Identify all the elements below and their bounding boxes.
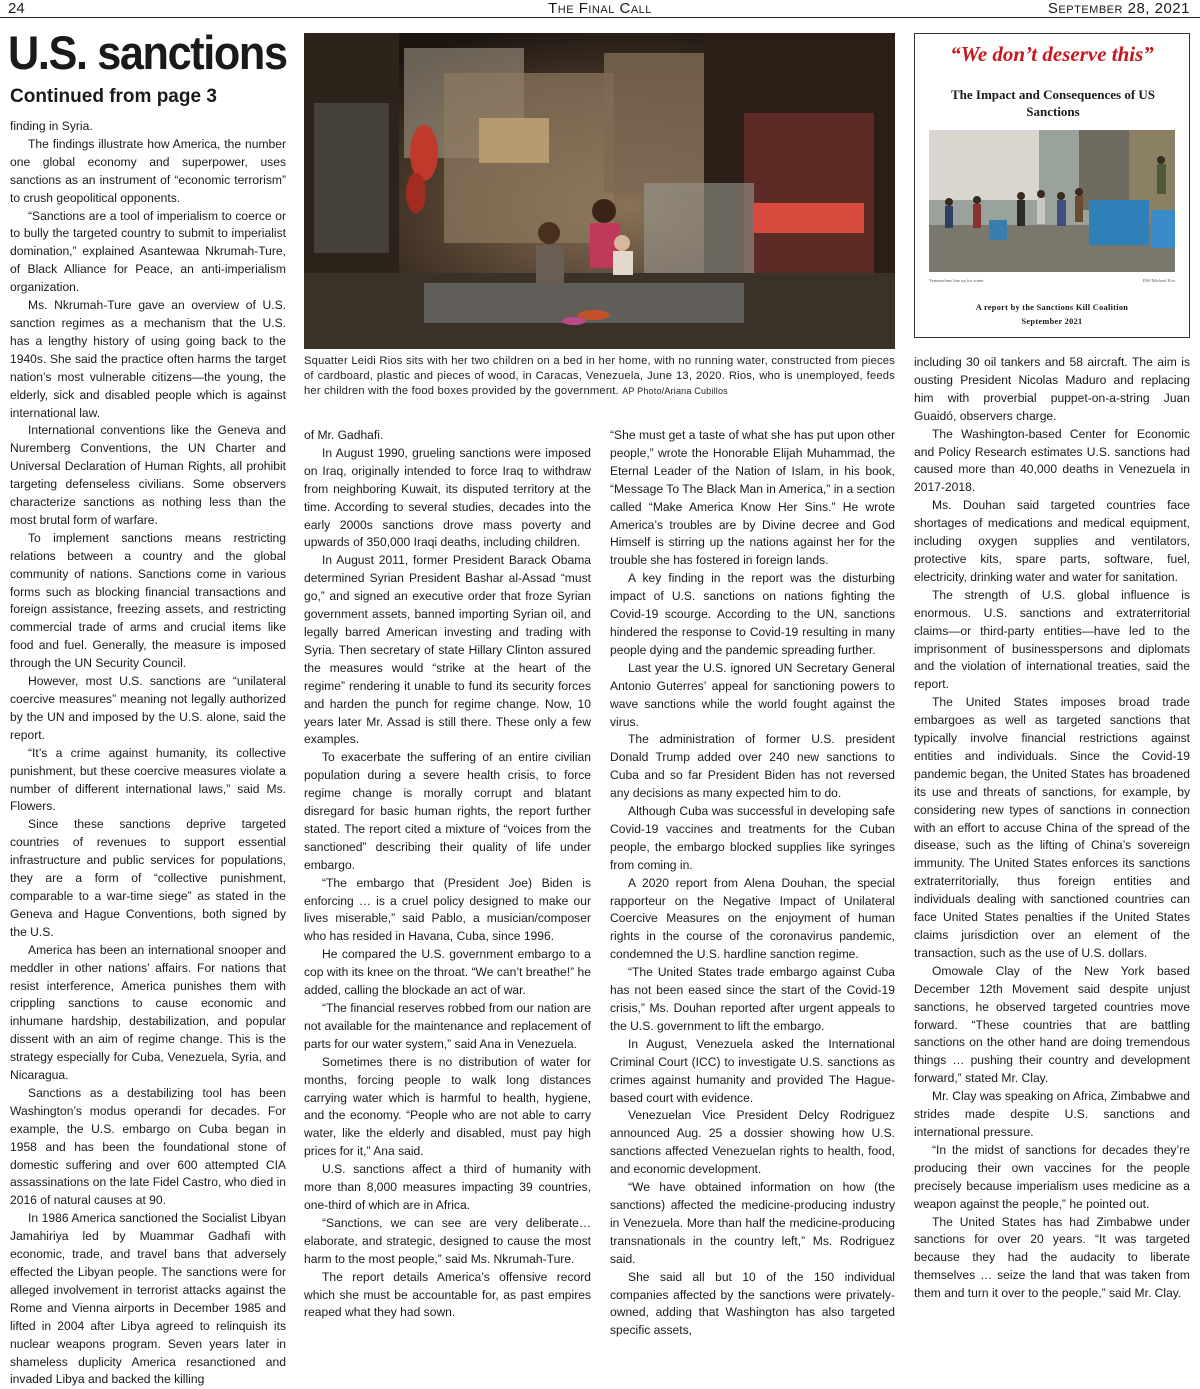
paragraph: In August, Venezuela asked the International Criminal Court (ICC) to investigate U.S. sanctions as crimes against humanity and provided The Hague-based court with evidence.	[610, 1036, 895, 1105]
report-photo-illustration	[929, 130, 1175, 272]
paragraph: Ms. Nkrumah-Ture gave an overview of U.S. sanction regimes as a mechanism that the U.S. has a lengthy history of using going back to the 1940s. She said the practice often harms the target nation’s most vulnerable citizens—the young, the elderly, sick and disabled people which is against international law.	[10, 298, 286, 420]
photo-caption	[304, 354, 895, 399]
paragraph: However, most U.S. sanctions are “unilateral coercive measures” meaning not legally authorized by the UN and imposed by the U.S. alone, said the report.	[10, 674, 286, 742]
paragraph: In August 1990, grueling sanctions were imposed on Iraq, originally intended to force Iraq to withdraw from neighboring Kuwait, its disputed territory at the time. According to several studies, decades into the early 2000s sanctions drove mass poverty and upwards of 350,000 Iraqi deaths, including children.	[304, 445, 591, 550]
paragraph: To implement sanctions means restricting relations between a country and the global community of nations. Sanctions come in various forms such as blocking financial transactions and foreign assistance, freezing assets, and restricting commercial trade of arms and crucial items like food and fuel. Generally, the measure is imposed through the UN Security Council.	[10, 530, 286, 671]
photo-illustration	[304, 33, 895, 349]
report-photo-credit: DW/Michael Fox	[1142, 278, 1175, 283]
paragraph: International conventions like the Geneva and Nuremberg Conventions, the UN Charter and Universal Declaration of Human Rights, all prohibit targeting defenseless civilians. Some observers characterize sanctions as nothing less than the most brutal form of warfare.	[10, 423, 286, 527]
paragraph: Although Cuba was successful in developing safe Covid-19 vaccines and treatments for the Cuban people, the embargo blocked supplies like syringes from coming in.	[610, 804, 895, 872]
paragraph: A 2020 report from Alena Douhan, the special rapporteur on the Negative Impact of Unilateral Coercive Measures on the enjoyment of human rights in the course of the coronavirus pandemic, condemned the U.S. hardline sanction regime.	[610, 875, 895, 962]
paragraph: America has been an international snooper and meddler in other nations’ affairs. For nations that resist interference, America punishes them with crippling sanctions to cause economic and inhumane hardship, destabilization, and popular dissent with an aim of regime change. This is the strategy especially for Cuba, Venezuela, Syria, and Nicaragua.	[10, 942, 286, 1083]
paragraph: including 30 oil tankers and 58 aircraft. The aim is ousting President Nicolas Maduro and replacing him with proverbial puppet-on-a-string Juan Guaidó, observers charge.	[914, 355, 1190, 423]
paragraph: She said all but 10 of the 150 individual companies affected by the sanctions were privately-owned, adding that Washington has also targeted specific assets,	[610, 1269, 895, 1338]
paragraph: Omowale Clay of the New York based December 12th Movement said despite unjust sanctions, he observed targeted countries move forward. “These countries that are battling sanctions on the other hand are doing tremendous things … pushing their country and development forward,” stated Mr. Clay.	[914, 963, 1190, 1086]
issue-date: September 28, 2021	[1047, 0, 1190, 17]
article-headline: U.S. sanctions	[8, 26, 287, 79]
article-column-4	[914, 354, 1190, 1301]
paragraph: The United States has had Zimbabwe under sanctions for over 20 years. “It was targeted because they had the audacity to liberate themselves … seize the land that was taken from them and turn it over to the people,” said Mr. Clay.	[914, 1214, 1190, 1301]
paragraph: U.S. sanctions affect a third of humanity with more than 8,000 measures impacting 39 countries, one-third of which are in Africa.	[304, 1162, 591, 1212]
paragraph: Sanctions as a destabilizing tool has been Washington’s modus operandi for decades. For example, the U.S. embargo on Cuba began in 1958 and has been the foundational stone of domestic suffering and over 600 attempted CIA assassinations on the late Fidel Castro, who died in 2016 of natural causes at 90.	[10, 1085, 286, 1208]
page-number: 24	[8, 0, 25, 17]
paragraph: Sometimes there is no distribution of water for months, forcing people to walk long distances carrying water which is harmful to health, hygiene, and the economy. “People who are not able to carry water, like the elderly and disabled, must pay high prices for it,” Ana said.	[304, 1054, 591, 1159]
article-column-3	[610, 427, 895, 1338]
paragraph: In August 2011, former President Barack Obama determined Syrian President Bashar al-Assad “must go,” and signed an executive order that froze Syrian government assets, banned importing Syrian oil, and legally barred American investing and trading with Syria. Then secretary of state Hillary Clinton assured the measures would “strike at the heart of the regime” rendering it unable to fund its security forces and harden the punch for regime change. Now, 10 years later Mr. Assad is still there. These only a few examples.	[304, 553, 591, 747]
paragraph: To exacerbate the suffering of an entire civilian population during a severe health crisis, to force regime change is morally corrupt and blatant disregard for basic human rights, the report further stated. The report cited a mixture of “voices from the sanctioned” describing their quality of life under embargo.	[304, 750, 591, 872]
report-photo	[929, 130, 1175, 272]
paragraph: Mr. Clay was speaking on Africa, Zimbabwe and strides made despite U.S. sanctions and international pressure.	[914, 1089, 1190, 1139]
article-column-2	[304, 427, 591, 1320]
paragraph: The United States imposes broad trade embargoes as well as targeted sanctions that typically involve financial restrictions against entities and individuals. Since the Covid-19 pandemic began, the United States has broadened its use and threats of sanctions, for example, by considering new types of sanctions in connection with an effort to accuse China of the spread of the disease, such as the lifting of China’s sovereign immunity. The United States enforces its sanctions extraterritorially, thus foreign entities and individuals dealing with sanctioned countries can face United States penalties if the United States claims jurisdiction over an element of the transaction, such as the use of U.S. dollars.	[914, 695, 1190, 960]
photo-credit: AP Photo/Ariana Cubillos	[622, 386, 728, 396]
paragraph: finding in Syria.	[10, 119, 93, 133]
page-folio	[0, 0, 1200, 18]
paragraph: The Washington-based Center for Economic and Policy Research estimates U.S. sanctions had caused more than 40,000 deaths in Venezuela in 2017-2018.	[914, 426, 1190, 495]
paragraph: Venezuelan Vice President Delcy Rodriguez announced Aug. 25 a dossier showing how U.S. sanctions affected Venezuelan rights to health, food, and economic development.	[610, 1108, 895, 1177]
paragraph: He compared the U.S. government embargo to a cop with its knee on the throat. “We can’t breathe!” he added, calling the blockade an act of war.	[304, 947, 591, 998]
paragraph: Since these sanctions deprive targeted countries of revenues to support essential infrastructure and public services for populations, they are a form of “collective punishment, comparable to a war-time siege” as stated in the Geneva and Hague Conventions, both signed by the U.S.	[10, 817, 286, 939]
paragraph: “The embargo that (President Joe) Biden is enforcing … is a cruel policy designed to make our lives miserable,” said Pablo, a musician/composer who has resided in Havana, Cuba, since 1996.	[304, 875, 591, 944]
paragraph: In 1986 America sanctioned the Socialist Libyan Jamahiriya led by Muammar Gadhafi with economic, trade, and travel bans that adversely effected the Libyan people. The sanctions were for alleged involvement in terrorist attacks against the Rome and Vienna airports in December 1985 and lifted in 2004 after Libya agreed to relinquish its nuclear weapons program. Seven years later in shameless duplicity America resanctioned and invaded Libya and backed the killing	[10, 1211, 286, 1387]
paragraph: “She must get a taste of what she has put upon other people,” wrote the Honorable Elijah Muhammad, the Eternal Leader of the Nation of Islam, in his book, “Message To The Black Man in America,” in a section called “Make America Know Her Sins.” He wrote America’s troubles are by Divine decree and God Himself is stirring up the nations against her for the trouble she has fostered in foreign lands.	[610, 428, 895, 568]
caption-text: Squatter Leidi Rios sits with her two children on a bed in her home, with no running water, constructed from pieces of cardboard, plastic and pieces of wood, in Caracas, Venezuela, June 13, 2020. Rios, who is unemployed, feeds her children with the food boxes provided by the government.	[304, 355, 895, 397]
paragraph: The findings illustrate how America, the number one global economy and superpower, uses sanctions as an instrument of “economic terrorism” to crush geopolitical opponents.	[10, 136, 286, 205]
report-author: A report by the Sanctions Kill Coalition	[975, 303, 1129, 312]
paragraph: “The United States trade embargo against Cuba has not been eased since the start of the Covid-19 crisis,” Ms. Douhan reported after urgent appeals to the U.S. government to lift the embargo.	[610, 965, 895, 1033]
paragraph: Ms. Douhan said targeted countries face shortages of medications and medical equipment, including oxygen supplies and ventilators, protective kits, spare parts, software, fuel, electricity, drinking water and water for sanitation.	[914, 498, 1190, 584]
report-byline	[915, 301, 1189, 329]
article-photo	[304, 33, 895, 349]
article-column-1	[10, 118, 286, 1387]
paragraph: The strength of U.S. global influence is enormous. U.S. sanctions and extraterritorial claims—or third-party entities—have led to the imprisonment of businesspersons and diplomats and the violation of international treaties, said the report.	[914, 587, 1190, 692]
newspaper-name: The Final Call	[548, 0, 652, 17]
paragraph: “The financial reserves robbed from our nation are not available for the maintenance and replacement of parts for our water system,” said Ana in Venezuela.	[304, 1001, 591, 1051]
continued-from-line: Continued from page 3	[10, 86, 217, 107]
paragraph: The report details America’s offensive record which she must be accountable for, as past empires reaped what they had sown.	[304, 1269, 591, 1320]
paragraph: “Sanctions are a tool of imperialism to coerce or to bully the targeted country to submit to imperialist domination,” explained Asantewaa Nkrumah-Ture, of Black Alliance for Peace, an anti-imperialism organization.	[10, 208, 286, 295]
report-cover	[914, 33, 1190, 338]
paragraph: “It’s a crime against humanity, its collective punishment, but these coercive measures violate a number of different international laws,” said Ms. Flowers.	[10, 745, 286, 814]
paragraph: “We have obtained information on how (the sanctions) affected the medicine-producing industry in Venezuela. More than half the medicine-producing transnationals in the country left,” Ms. Rodriguez said.	[610, 1180, 895, 1266]
paragraph: Last year the U.S. ignored UN Secretary General Antonio Guterres’ appeal for sanctioning powers to wave sanctions while the world fought against the virus.	[610, 660, 895, 729]
report-date: September 2021	[1021, 317, 1083, 326]
report-title: “We don’t deserve this”	[950, 42, 1154, 66]
paragraph: The administration of former U.S. president Donald Trump added over 240 new sanctions to Cuba and so far President Biden has not reversed any decisions as many expected him to do.	[610, 732, 895, 801]
paragraph: of Mr. Gadhafi.	[304, 428, 384, 442]
paragraph: “In the midst of sanctions for decades they’re producing their own vaccines for the people precisely because imperialism uses medicine as a weapon against the people,” he pointed out.	[914, 1142, 1190, 1211]
paragraph: A key finding in the report was the disturbing impact of U.S. sanctions on nations fighting the Covid-19 scourge. According to the UN, sanctions hindered the response to Covid-19 resulting in many people dying and the pandemic spreading further.	[610, 571, 895, 657]
report-subtitle: The Impact and Consequences of US Sanctions	[950, 87, 1156, 119]
report-photo-caption: Venezuelans line up for water	[929, 278, 984, 283]
paragraph: “Sanctions, we can see are very deliberate…elaborate, and strategic, designed to cause the most harm to the most people,” said Ms. Nkrumah-Ture.	[304, 1215, 591, 1266]
